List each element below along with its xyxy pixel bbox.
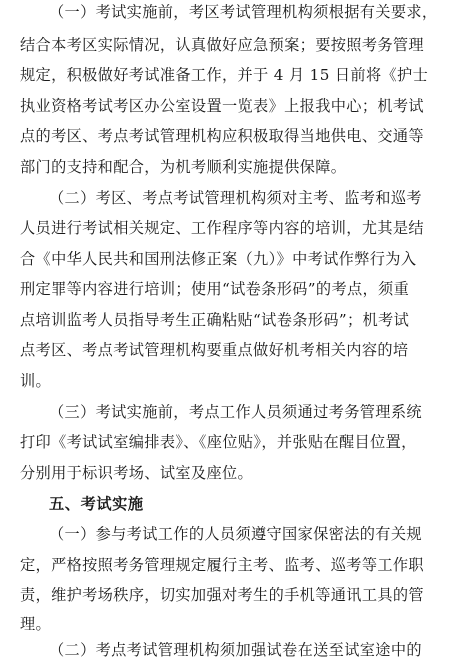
paragraph-1-line-6: 部门的支持和配合，为机考顺利实施提供保障。: [20, 158, 347, 176]
paragraph-3-line-1: （三）考试实施前，考点工作人员须通过考务管理系统: [49, 403, 422, 421]
section-heading: 五、考试实施: [49, 495, 144, 513]
paragraph-5-line-1: （二）考点考试管理机构须加强试卷在送至试室途中的: [49, 641, 422, 659]
paragraph-4-line-3: 责，维护考场秩序，切实加强对考生的手机等通讯工具的管: [20, 586, 424, 604]
paragraph-4-line-4: 理。: [20, 615, 52, 633]
paragraph-1-line-2: 结合本考区实际情况，认真做好应急预案；要按照考务管理: [20, 36, 424, 54]
paragraph-2-line-6: 点考区、考点考试管理机构要重点做好机考相关内容的培: [20, 341, 409, 359]
paragraph-3-line-3: 分别用于标识考场、试室及座位。: [20, 464, 254, 482]
paragraph-1-line-4: 执业资格考试考区办公室设置一览表》上报我中心；机考试: [20, 97, 424, 115]
paragraph-3-line-2: 打印《考试试室编排表》、《座位贴》，并张贴在醒目位置，: [20, 433, 417, 451]
paragraph-2-line-3: 合《中华人民共和国刑法修正案（九）》中考试作弊行为入: [20, 250, 417, 268]
paragraph-2-line-1: （二）考区、考点考试管理机构须对主考、监考和巡考: [49, 189, 422, 207]
paragraph-2-line-7: 训。: [20, 372, 52, 390]
paragraph-1-line-5: 点的考区、考点考试管理机构应积极取得当地供电、交通等: [20, 127, 424, 145]
paragraph-4-line-1: （一）参与考试工作的人员须遵守国家保密法的有关规: [49, 525, 422, 543]
paragraph-2-line-4: 刑定罪等内容进行培训；使用“试卷条形码”的考点，须重: [20, 280, 410, 298]
paragraph-1-line-3: 规定，积极做好考试准备工作，并于 4 月 15 日前将《护士: [20, 66, 429, 84]
paragraph-2-line-5: 点培训监考人员指导考生正确粘贴“试卷条形码”；机考试: [20, 311, 410, 329]
paragraph-2-line-2: 人员进行考试相关规定、工作程序等内容的培训，尤其是结: [20, 219, 424, 237]
paragraph-1-line-1: （一）考试实施前，考区考试管理机构须根据有关要求，: [49, 3, 438, 21]
paragraph-4-line-2: 定，严格按照考务管理规定履行主考、监考、巡考等工作职: [20, 556, 424, 574]
